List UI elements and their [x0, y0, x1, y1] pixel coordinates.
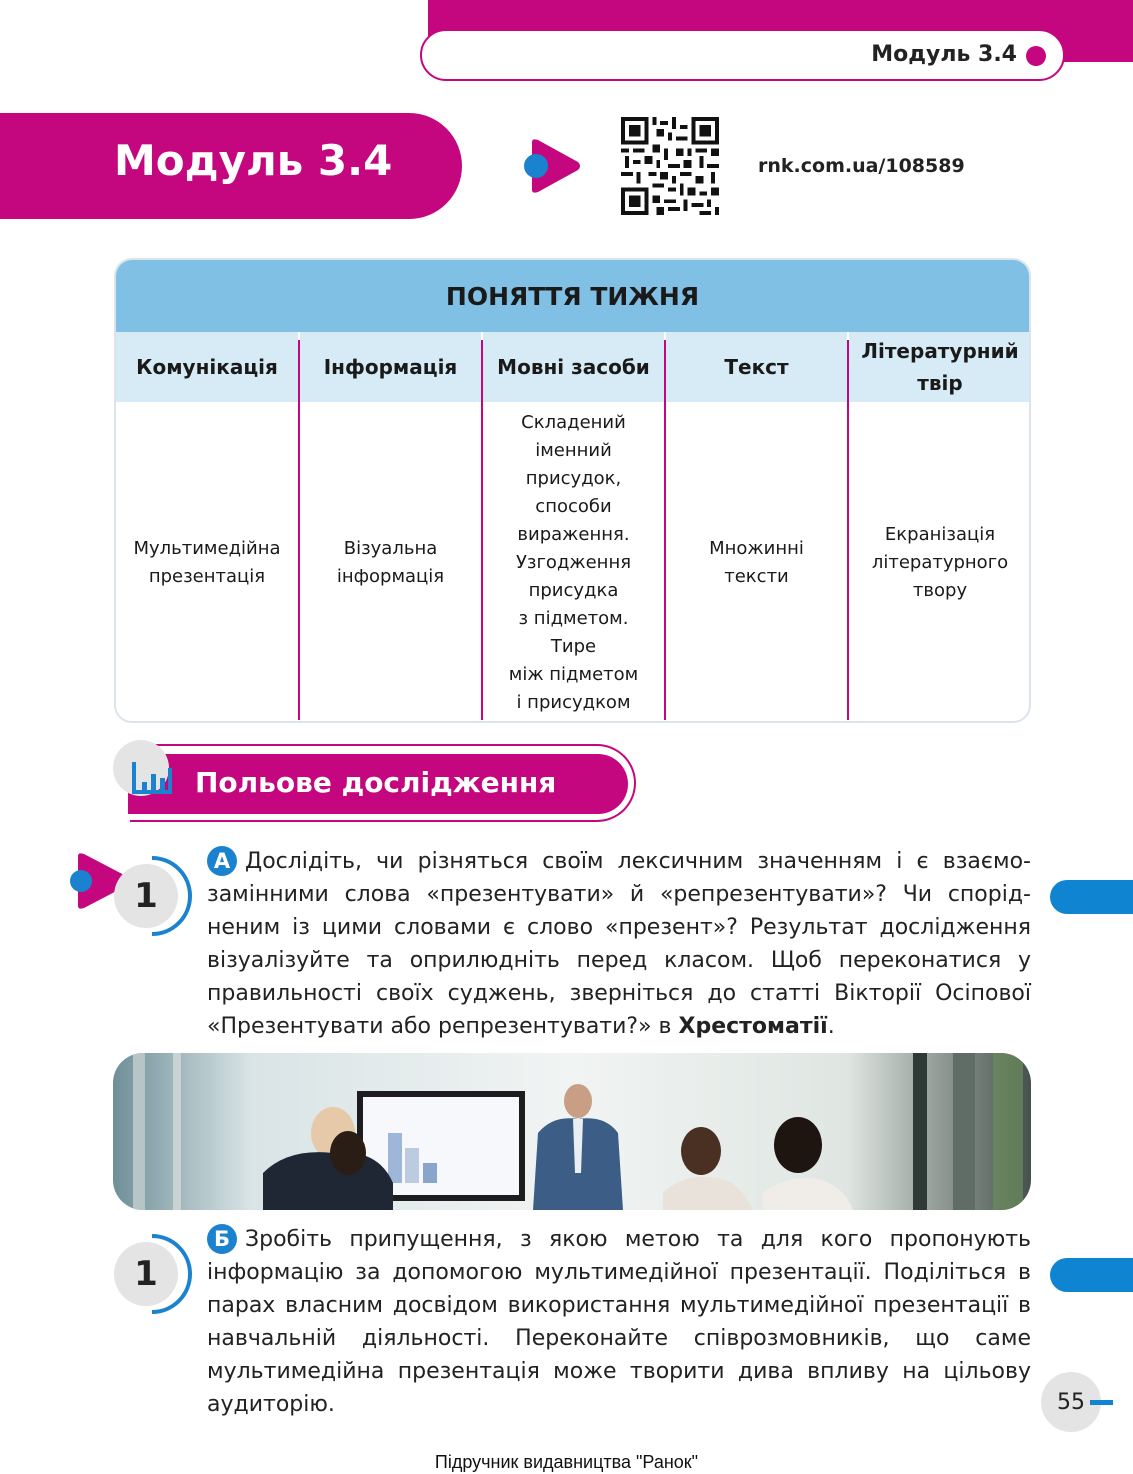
concept-head-text: Текст: [666, 332, 847, 402]
concept-head-language: Мовні засоби: [483, 332, 664, 402]
side-tab: [1050, 880, 1133, 914]
side-tab: [1050, 1258, 1133, 1292]
concept-head-communication: Комунікація: [116, 332, 298, 402]
page-number: 55: [1041, 1372, 1101, 1432]
header-dot-icon: [1026, 46, 1046, 66]
qr-code-icon[interactable]: [621, 117, 719, 215]
task-a-badge: А: [207, 846, 237, 876]
column-divider: [664, 340, 666, 720]
concepts-title: ПОНЯТТЯ ТИЖНЯ: [116, 260, 1029, 332]
concepts-table: [114, 258, 1031, 723]
column-divider: [481, 340, 483, 720]
concept-head-information: Інформація: [300, 332, 481, 402]
concept-cell-language: Складений іменний присудок, способи вираження. Узгодження присудка з підметом. Тире між підметом і присудком: [508, 412, 639, 713]
module-title: Модуль 3.4: [114, 136, 393, 185]
column-divider: [298, 340, 300, 720]
presentation-photo: [113, 1053, 1031, 1210]
publisher-footer: Підручник видавництва "Ранок": [434, 1452, 699, 1472]
header-module-label: Модуль 3.4: [871, 42, 1017, 67]
play-arrow-icon: [522, 136, 582, 196]
page-number-dash: [1090, 1400, 1113, 1405]
section-title: Польове дослідження: [195, 766, 557, 799]
task-b-text: Б Зробіть припущення, з якою метою та для кого пропонують інформацію за допомогою мультимедійної презентації. Поділіться в парах власним досвідом використання мультимедійної презентації в навчальній діяльності. Переконайте співрозмовників, що саме мультимедійна презентація може творити дива впливу на цільову аудиторію.: [207, 1223, 1031, 1421]
concept-cell-text: Множинні тексти: [709, 538, 804, 587]
concept-cell-literary: Екранізація літературного твору: [871, 524, 1009, 601]
task-b-badge: Б: [207, 1224, 237, 1254]
qr-url-link[interactable]: rnk.com.ua/108589: [758, 155, 965, 177]
task-number: 1: [114, 1242, 178, 1306]
bar-chart-icon: [130, 760, 174, 796]
task-number: 1: [114, 864, 178, 928]
column-divider: [847, 340, 849, 720]
concept-head-literary: Літературний твір: [849, 332, 1031, 402]
task-a-text: А Дослідіть, чи різняться своїм лексичним значенням і є взаємозамінними слова «презентувати» й «репрезентувати»? Чи спорідненим із цими словами є слово «презент»? Результат дослідження візуалізуйте та оприлюдніть перед класом. Щоб переконатися у правильності своїх суджень, зверніться до статті Вікторії Осіпової «Презентувати або репрезентувати?» в Хрестоматії.: [207, 845, 1031, 1043]
concept-cell-communication: Мультимедійна презентація: [133, 538, 281, 587]
concept-cell-information: Візуальна інформація: [336, 538, 445, 587]
